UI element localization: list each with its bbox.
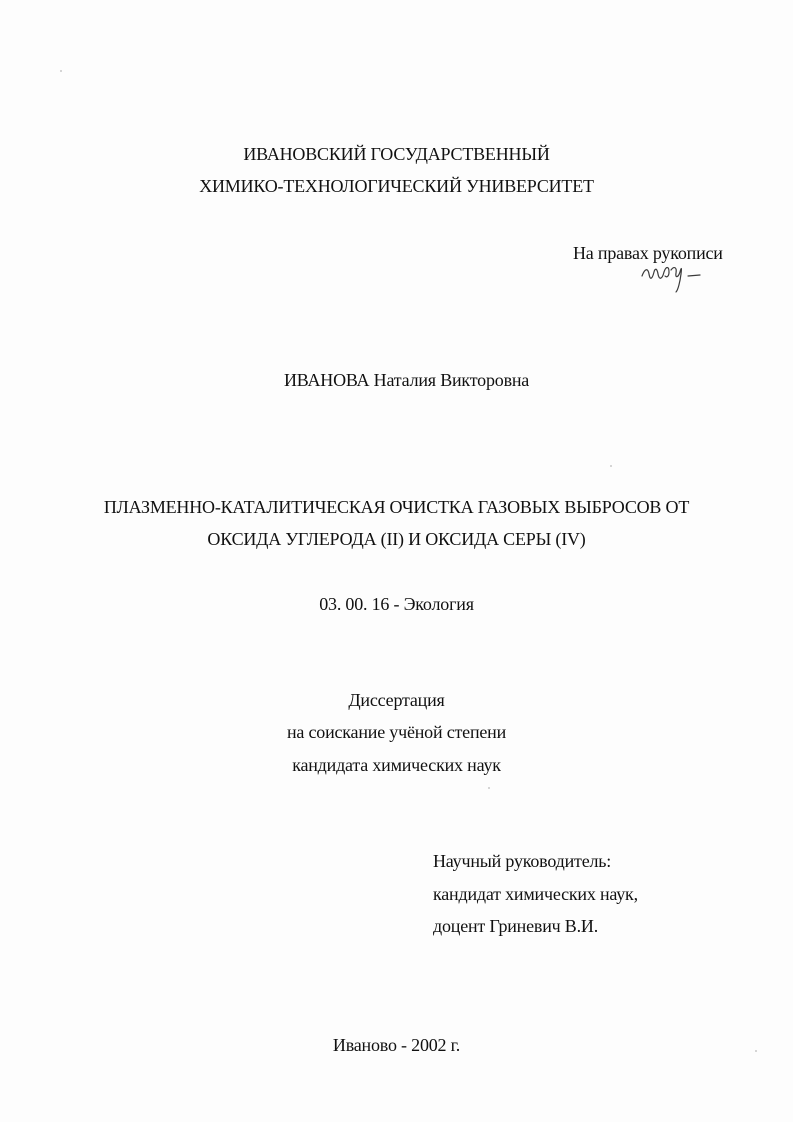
handwritten-signature — [640, 254, 720, 294]
scan-speck — [610, 465, 612, 467]
university-name-line2: ХИМИКО-ТЕХНОЛОГИЧЕСКИЙ УНИВЕРСИТЕТ — [199, 176, 594, 196]
degree-line2: на соискание учёной степени — [286, 722, 507, 742]
dissertation-title-line2: ОКСИДА УГЛЕРОДА (II) И ОКСИДА СЕРЫ (IV) — [207, 529, 586, 549]
specialty-code: 03. 00. 16 - Экология — [319, 594, 474, 614]
scan-speck — [60, 70, 62, 72]
supervisor-line1: Научный руководитель: — [433, 851, 612, 871]
supervisor-line3: доцент Гриневич В.И. — [433, 916, 598, 936]
degree-line1: Диссертация — [348, 690, 445, 710]
scan-speck — [755, 1050, 757, 1052]
city-year: Иваново - 2002 г. — [332, 1035, 461, 1055]
degree-line3: кандидата химических наук — [292, 755, 501, 775]
supervisor-line2: кандидат химических наук, — [433, 884, 638, 904]
scan-speck — [488, 787, 490, 789]
dissertation-title-line1: ПЛАЗМЕННО-КАТАЛИТИЧЕСКАЯ ОЧИСТКА ГАЗОВЫХ ВЫБРОСОВ ОТ — [103, 497, 690, 517]
university-name-line1: ИВАНОВСКИЙ ГОСУДАРСТВЕННЫЙ — [243, 144, 550, 164]
manuscript-note: На правах рукописи — [573, 243, 723, 263]
author-name: ИВАНОВА Наталия Викторовна — [284, 370, 530, 390]
